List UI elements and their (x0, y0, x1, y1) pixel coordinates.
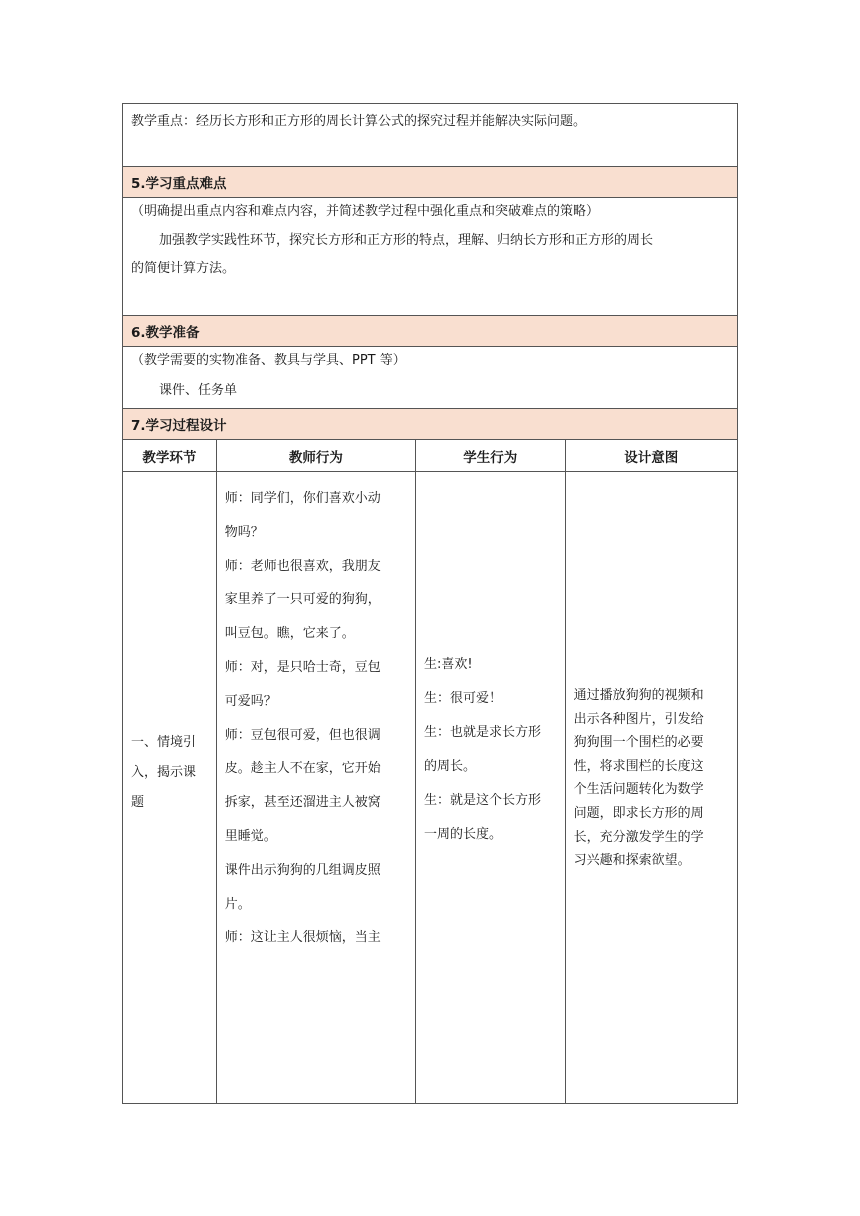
teacher-line: 师：老师也很喜欢，我朋友 (224, 558, 381, 574)
teacher-line: 物吗？ (224, 524, 264, 540)
teacher-line: 里睡觉。 (224, 828, 277, 844)
intent-line: 问题，即求长方形的周 (573, 805, 704, 821)
teacher-line: 片。 (224, 896, 251, 912)
header-stage: 教学环节 (123, 440, 217, 471)
section-5-line-1: 加强教学实践性环节，探究长方形和正方形的特点，理解、归纳长方形和正方形的周长 (159, 233, 654, 248)
student-line: 生：就是这个长方形 (424, 793, 542, 808)
teacher-line: 叫豆包。瞧，它来了。 (224, 626, 355, 642)
teacher-line: 师：这让主人很烦恼，当主 (224, 930, 381, 946)
teacher-line: 家里养了一只可爱的狗狗， (224, 592, 381, 608)
teacher-line: 皮。趁主人不在家，它开始 (224, 761, 381, 777)
intent-line: 长，充分激发学生的学 (573, 829, 704, 845)
stage-line: 题 (131, 795, 145, 810)
section-5-body (122, 197, 738, 315)
student-line: 一周的长度。 (424, 827, 503, 842)
header-teacher: 教师行为 (217, 440, 416, 471)
student-line: 生：也就是求长方形 (424, 725, 542, 740)
header-student: 学生行为 (416, 440, 566, 471)
teacher-line: 课件出示狗狗的几组调皮照 (224, 862, 381, 878)
student-cell (416, 472, 566, 1103)
section-6-title: 6.教学准备 (131, 325, 200, 341)
section-6-text: 课件、任务单 (159, 383, 238, 398)
section-5-paragraph (131, 227, 729, 255)
student-line: 的周长。 (424, 759, 477, 774)
teacher-cell (217, 472, 416, 1103)
intent-cell (566, 472, 737, 1103)
section-5-header (122, 166, 738, 197)
section-6-header (122, 315, 738, 346)
section-5-hint: （明确提出重点内容和难点内容，并简述教学过程中强化重点和突破难点的策略） (131, 204, 600, 219)
intent-line: 习兴趣和探索欲望。 (573, 853, 691, 869)
section-7-header (122, 408, 738, 439)
teacher-line: 师：对，是只哈士奇，豆包 (224, 659, 381, 675)
student-line: 生:喜欢! (424, 657, 473, 672)
teacher-line: 拆家，甚至还溜进主人被窝 (224, 795, 381, 811)
intent-line: 狗狗围一个围栏的必要 (573, 735, 704, 751)
intent-line: 性，将求围栏的长度这 (573, 758, 704, 774)
intent-line: 出示各种图片，引发给 (573, 711, 704, 727)
intent-line: 通过播放狗狗的视频和 (573, 688, 704, 703)
stage-line: 入，揭示课 (131, 765, 197, 780)
process-table-row (122, 471, 738, 1104)
process-table-header (122, 439, 738, 471)
section-7-title: 7.学习过程设计 (131, 418, 227, 434)
focus-text: 教学重点：经历长方形和正方形的周长计算公式的探究过程并能解决实际问题。 (131, 114, 587, 129)
teacher-line: 师：豆包很可爱，但也很调 (224, 727, 381, 743)
intent-line: 个生活问题转化为数学 (573, 782, 704, 798)
student-line: 生：很可爱！ (424, 691, 503, 706)
lesson-plan-table (122, 103, 738, 1104)
focus-row (122, 103, 738, 166)
section-5-title: 5.学习重点难点 (131, 176, 227, 192)
stage-cell (123, 472, 217, 1103)
stage-line: 一、情境引 (131, 735, 197, 750)
section-5-line-2: 的简便计算方法。 (131, 261, 236, 276)
teacher-line: 可爱吗？ (224, 693, 277, 709)
section-6-hint: （教学需要的实物准备、教具与学具、PPT 等） (131, 353, 406, 368)
teacher-line: 师：同学们，你们喜欢小动 (224, 491, 381, 506)
header-intent: 设计意图 (624, 449, 679, 466)
section-6-body (122, 346, 738, 408)
